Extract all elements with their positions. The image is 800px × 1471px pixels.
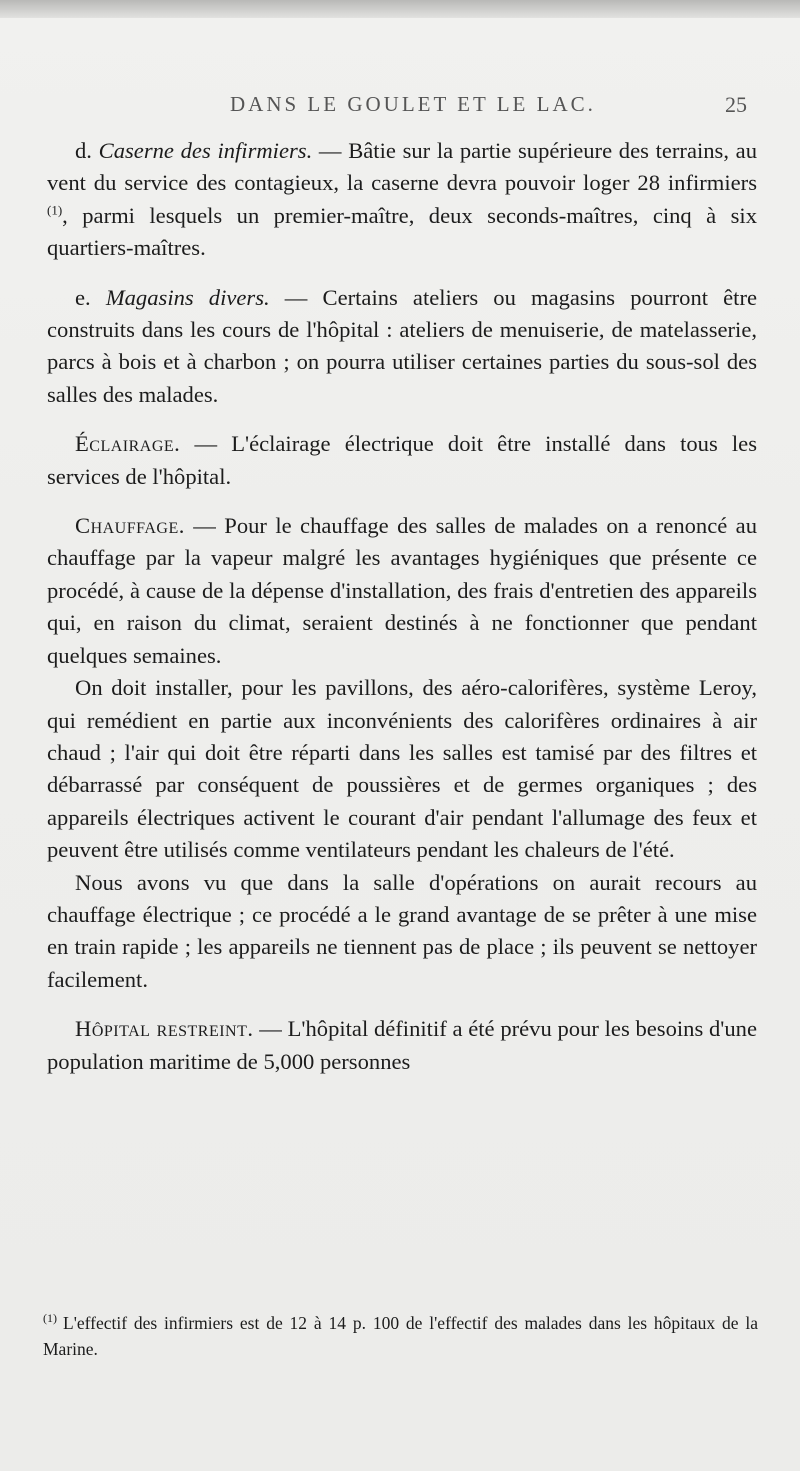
paragraph-text: — L'éclairage électrique doit être installé dans tous les services de l'hôpital. <box>47 431 757 489</box>
body-text <box>47 135 757 1078</box>
paragraph-salle-operations: Nous avons vu que dans la salle d'opérations on aurait recours au chauffage électrique ; ce procédé a le grand avantage de se prêter à une mise en train rapide ; les appareils ne tiennent pas de place ; ils peuvent se nettoyer facilement. <box>47 869 757 992</box>
item-prefix: d. <box>75 138 99 163</box>
section-label: Hôpital restreint. <box>75 1016 254 1042</box>
section-label: Éclairage. <box>75 431 181 457</box>
paragraph-magasins-divers <box>47 282 757 412</box>
page-number: 25 <box>725 92 747 117</box>
paragraph-text: — L'hôpital définitif a été prévu pour les besoins d'une population maritime de 5,000 personnes <box>47 1016 757 1074</box>
footnote <box>43 1305 758 1362</box>
paragraph-text: — Bâtie sur la partie supérieure des terrains, au vent du service des contagieux, la caserne devra pouvoir loger 28 infirmiers <box>47 138 758 196</box>
paragraph-caserne-infirmiers <box>47 135 757 265</box>
section-label: Chauffage. <box>75 513 185 539</box>
footnote-reference: (1) <box>47 202 63 218</box>
paragraph-hopital-restreint <box>47 1013 757 1078</box>
paragraph-eclairage <box>47 428 757 493</box>
running-title: DANS LE GOULET ET LE LAC. <box>230 92 596 116</box>
paragraph-text: — Certains ateliers ou magasins pourront être construits dans les cours de l'hôpital : ateliers de menuiserie, de matelasserie, parcs à bois et à charbon ; on pourra utiliser certaines parties du sous-sol des salles des malades. <box>47 284 757 407</box>
section-label: Magasins divers. <box>105 284 270 310</box>
paragraph-aero-caloriferes: On doit installer, pour les pavillons, des aéro-calorifères, système Leroy, qui remédient en partie aux inconvénients des calorifères ordinaires à air chaud ; l'air qui doit être réparti dans les salles est tamisé par des filtres et débarrassé par conséquent de poussières et de germes organiques ; des appareils électriques activent le courant d'air pendant l'allumage des feux et peuvent être utilisés comme ventilateurs pendant les chaleurs de l'été. <box>47 675 757 863</box>
scan-edge <box>0 0 800 18</box>
paragraph-chauffage <box>47 510 757 672</box>
footnote-marker: (1) <box>43 1311 57 1325</box>
item-prefix: e. <box>75 284 106 310</box>
section-label: Caserne des infirmiers. <box>98 138 313 163</box>
paragraph-text: — Pour le chauffage des salles de malades on a renoncé au chauffage par la vapeur malgré les avantages hygiéniques que présente ce procédé, à cause de la dépense d'installation, des frais d'entretien des appareils qui, en raison du climat, seraient destinés à ne fonctionner que pendant quelques semaines. <box>47 513 757 668</box>
page-header <box>0 92 800 122</box>
paragraph-text: , parmi lesquels un premier-maître, deux seconds-maîtres, cinq à six quartiers-maîtres. <box>47 202 757 261</box>
footnote-text: L'effectif des infirmiers est de 12 à 14 p. 100 de l'effectif des malades dans les hôpitaux de la Marine. <box>43 1313 758 1359</box>
